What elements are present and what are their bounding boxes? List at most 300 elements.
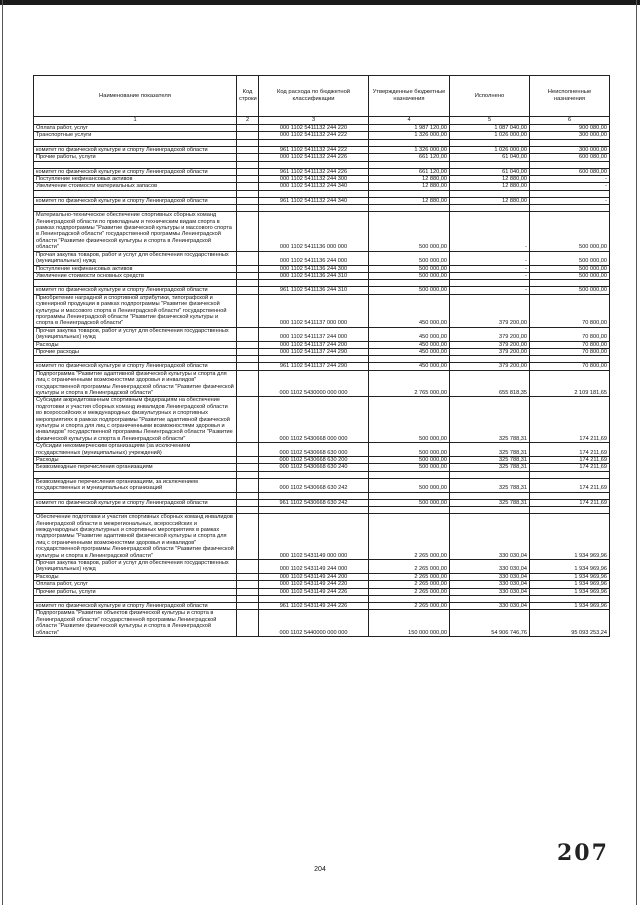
table-row xyxy=(34,251,610,265)
indicator-name-cell: Прочие работы, услуги xyxy=(34,588,237,595)
row-code-cell xyxy=(237,251,259,265)
expense-code-cell: 961 1102 5411132 244 226 xyxy=(259,168,369,175)
budget-execution-table xyxy=(33,75,610,637)
approved-amount-cell: 450 000,00 xyxy=(369,348,450,355)
indicator-name-cell: Расходы xyxy=(34,341,237,348)
spacer-cell xyxy=(34,356,237,363)
expense-code-cell: 000 1102 5430668 000 000 xyxy=(259,397,369,443)
approved-amount-cell: 2 265 000,00 xyxy=(369,588,450,595)
table-row xyxy=(34,197,610,204)
row-code-cell xyxy=(237,272,259,279)
table-row xyxy=(34,363,610,370)
unexecuted-amount-cell: 1 934 969,96 xyxy=(530,573,610,580)
executed-amount-cell: 1 087 040,00 xyxy=(450,125,530,132)
row-code-cell xyxy=(237,176,259,183)
page-number: 204 xyxy=(314,866,326,873)
row-code-cell xyxy=(237,327,259,341)
spacer-cell xyxy=(259,205,369,212)
unexecuted-amount-cell: 300 000,00 xyxy=(530,146,610,153)
approved-amount-cell: 500 000,00 xyxy=(369,499,450,506)
row-code-cell xyxy=(237,581,259,588)
spacer-cell xyxy=(34,507,237,514)
unexecuted-amount-cell: 174 211,69 xyxy=(530,457,610,464)
table-row xyxy=(34,154,610,161)
indicator-name-cell: Подпрограмма "Развитие адаптивной физической культуры и спорта для лиц с ограниченными возможностями здоровья и инвалидов" государственной программы Ленинградской области "Развитие физической культуры и спорта в Ленинградской области" xyxy=(34,370,237,397)
indicator-name-cell: комитет по физической культуре и спорту Ленинградской области xyxy=(34,602,237,609)
handwritten-page-stamp: 207 xyxy=(557,840,609,866)
unexecuted-amount-cell: 500 000,00 xyxy=(530,212,610,251)
indicator-name-cell: Материально-техническое обеспечение спортивных сборных команд Ленинградской области по прикладным и техническим видам спорта в рамках подпрограммы "Развитие физической культуры и массового спорта в Ленинградской области" государственной программы Ленинградской области "Развитие физической культуры и спорта в Ленинградской области" xyxy=(34,212,237,251)
spacer-cell xyxy=(530,139,610,146)
approved-amount-cell: 2 265 000,00 xyxy=(369,573,450,580)
approved-amount-cell: 450 000,00 xyxy=(369,294,450,327)
indicator-name-cell: Увеличение стоимости материальных запасов xyxy=(34,183,237,190)
table-header-row xyxy=(34,76,610,117)
spacer-cell xyxy=(237,280,259,287)
row-code-cell xyxy=(237,363,259,370)
spacer-cell xyxy=(369,161,450,168)
table-body xyxy=(34,125,610,637)
indicator-name-cell: Поступление нефинансовых активов xyxy=(34,176,237,183)
spacer-cell xyxy=(34,492,237,499)
table-row xyxy=(34,265,610,272)
row-code-cell xyxy=(237,183,259,190)
spacer-cell xyxy=(369,492,450,499)
left-edge-line xyxy=(2,0,3,905)
spacer-cell xyxy=(369,507,450,514)
approved-amount-cell: 1 326 000,00 xyxy=(369,132,450,139)
indicator-name-cell: Приобретение наградной и спортивной атрибутики, типографской и сувенирной продукции в рамках подпрограммы "Развитие физической культуры и массового спорта в Ленинградской области" государственной программы Ленинградской области "Развитие физической культуры и спорта в Ленинградской области" xyxy=(34,294,237,327)
header-row-code: Код строки xyxy=(237,76,259,117)
spacer-cell xyxy=(369,139,450,146)
approved-amount-cell: 661 120,00 xyxy=(369,168,450,175)
spacer-row xyxy=(34,492,610,499)
expense-code-cell: 000 1102 5411137 244 000 xyxy=(259,327,369,341)
spacer-row xyxy=(34,205,610,212)
approved-amount-cell: 12 880,00 xyxy=(369,197,450,204)
spacer-cell xyxy=(450,492,530,499)
row-code-cell xyxy=(237,154,259,161)
spacer-cell xyxy=(259,190,369,197)
approved-amount-cell: 500 000,00 xyxy=(369,457,450,464)
unexecuted-amount-cell: 1 934 969,96 xyxy=(530,602,610,609)
expense-code-cell: 000 1102 5411137 244 290 xyxy=(259,348,369,355)
table-row xyxy=(34,348,610,355)
spacer-cell xyxy=(34,139,237,146)
spacer-cell xyxy=(369,205,450,212)
approved-amount-cell: 500 000,00 xyxy=(369,287,450,294)
indicator-name-cell: комитет по физической культуре и спорту Ленинградской области xyxy=(34,287,237,294)
row-code-cell xyxy=(237,397,259,443)
table-row xyxy=(34,294,610,327)
spacer-cell xyxy=(530,161,610,168)
indicator-name-cell: Прочие расходы xyxy=(34,348,237,355)
expense-code-cell: 961 1102 5411132 244 340 xyxy=(259,197,369,204)
expense-code-cell: 000 1102 5431149 000 000 xyxy=(259,514,369,560)
approved-amount-cell: 450 000,00 xyxy=(369,341,450,348)
spacer-cell xyxy=(369,356,450,363)
executed-amount-cell: 61 040,00 xyxy=(450,168,530,175)
spacer-cell xyxy=(237,139,259,146)
table-row xyxy=(34,610,610,637)
row-code-cell xyxy=(237,287,259,294)
unexecuted-amount-cell: 600 080,00 xyxy=(530,154,610,161)
unexecuted-amount-cell: 500 000,00 xyxy=(530,251,610,265)
spacer-cell xyxy=(530,507,610,514)
expense-code-cell: 000 1102 5411137 000 000 xyxy=(259,294,369,327)
executed-amount-cell: 325 788,31 xyxy=(450,499,530,506)
spacer-cell xyxy=(450,205,530,212)
spacer-cell xyxy=(450,280,530,287)
indicator-name-cell: Прочие работы, услуги xyxy=(34,154,237,161)
table-row xyxy=(34,370,610,397)
unexecuted-amount-cell: 174 211,69 xyxy=(530,443,610,457)
expense-code-cell: 000 1102 5411132 244 340 xyxy=(259,183,369,190)
row-code-cell xyxy=(237,132,259,139)
table-row xyxy=(34,457,610,464)
row-code-cell xyxy=(237,478,259,492)
table-row xyxy=(34,341,610,348)
executed-amount-cell: 379 200,00 xyxy=(450,294,530,327)
table-row xyxy=(34,559,610,573)
executed-amount-cell: 330 030,04 xyxy=(450,588,530,595)
indicator-name-cell: комитет по физической культуре и спорту Ленинградской области xyxy=(34,197,237,204)
spacer-cell xyxy=(237,492,259,499)
spacer-row xyxy=(34,356,610,363)
spacer-row xyxy=(34,190,610,197)
column-number: 4 xyxy=(369,117,450,125)
executed-amount-cell: 12 880,00 xyxy=(450,176,530,183)
table-row xyxy=(34,146,610,153)
row-code-cell xyxy=(237,341,259,348)
approved-amount-cell: 450 000,00 xyxy=(369,327,450,341)
approved-amount-cell: 500 000,00 xyxy=(369,443,450,457)
table-row xyxy=(34,212,610,251)
row-code-cell xyxy=(237,499,259,506)
spacer-cell xyxy=(34,205,237,212)
right-edge-line xyxy=(636,0,637,905)
spacer-cell xyxy=(450,139,530,146)
spacer-cell xyxy=(34,280,237,287)
executed-amount-cell: - xyxy=(450,272,530,279)
indicator-name-cell: комитет по физической культуре и спорту Ленинградской области xyxy=(34,168,237,175)
expense-code-cell: 000 1102 5411132 244 220 xyxy=(259,125,369,132)
column-number: 5 xyxy=(450,117,530,125)
indicator-name-cell: Расходы xyxy=(34,573,237,580)
approved-amount-cell: 1 987 120,00 xyxy=(369,125,450,132)
indicator-name-cell: комитет по физической культуре и спорту Ленинградской области xyxy=(34,146,237,153)
spacer-cell xyxy=(259,595,369,602)
executed-amount-cell: 330 030,04 xyxy=(450,514,530,560)
table-row xyxy=(34,168,610,175)
row-code-cell xyxy=(237,443,259,457)
expense-code-cell: 000 1102 5411132 244 300 xyxy=(259,176,369,183)
indicator-name-cell: Оплата работ, услуг xyxy=(34,581,237,588)
approved-amount-cell: 500 000,00 xyxy=(369,251,450,265)
approved-amount-cell: 500 000,00 xyxy=(369,265,450,272)
approved-amount-cell: 2 265 000,00 xyxy=(369,581,450,588)
expense-code-cell: 961 1102 5411132 244 222 xyxy=(259,146,369,153)
executed-amount-cell: 61 040,00 xyxy=(450,154,530,161)
expense-code-cell: 000 1102 5431149 244 000 xyxy=(259,559,369,573)
executed-amount-cell: - xyxy=(450,212,530,251)
spacer-row xyxy=(34,139,610,146)
expense-code-cell: 000 1102 5411137 244 200 xyxy=(259,341,369,348)
expense-code-cell: 961 1102 5431149 244 226 xyxy=(259,602,369,609)
approved-amount-cell: 12 880,00 xyxy=(369,183,450,190)
unexecuted-amount-cell: 500 000,00 xyxy=(530,272,610,279)
indicator-name-cell: Оплата работ, услуг xyxy=(34,125,237,132)
expense-code-cell: 000 1102 5440000 000 000 xyxy=(259,610,369,637)
row-code-cell xyxy=(237,168,259,175)
table-row xyxy=(34,573,610,580)
spacer-cell xyxy=(450,190,530,197)
expense-code-cell: 000 1102 5431149 244 220 xyxy=(259,581,369,588)
spacer-cell xyxy=(530,356,610,363)
indicator-name-cell: Поступление нефинансовых активов xyxy=(34,265,237,272)
table-row xyxy=(34,287,610,294)
spacer-cell xyxy=(259,280,369,287)
expense-code-cell: 000 1102 5411136 244 300 xyxy=(259,265,369,272)
row-code-cell xyxy=(237,610,259,637)
executed-amount-cell: 54 906 746,76 xyxy=(450,610,530,637)
spacer-cell xyxy=(530,595,610,602)
indicator-name-cell: Расходы xyxy=(34,457,237,464)
expense-code-cell: 000 1102 5411136 000 000 xyxy=(259,212,369,251)
header-executed: Исполнено xyxy=(450,76,530,117)
spacer-cell xyxy=(530,471,610,478)
indicator-name-cell: Безвозмездные перечисления организациям, за исключением государственных и муниципальных организаций xyxy=(34,478,237,492)
indicator-name-cell: комитет по физической культуре и спорту Ленинградской области xyxy=(34,499,237,506)
unexecuted-amount-cell: 70 800,00 xyxy=(530,348,610,355)
table-row xyxy=(34,514,610,560)
spacer-cell xyxy=(450,595,530,602)
approved-amount-cell: 2 265 000,00 xyxy=(369,559,450,573)
row-code-cell xyxy=(237,464,259,471)
spacer-cell xyxy=(259,492,369,499)
unexecuted-amount-cell: 1 934 969,96 xyxy=(530,581,610,588)
expense-code-cell: 000 1102 5430000 000 000 xyxy=(259,370,369,397)
expense-code-cell: 000 1102 5411132 244 226 xyxy=(259,154,369,161)
table-row xyxy=(34,272,610,279)
unexecuted-amount-cell: 2 109 181,65 xyxy=(530,370,610,397)
spacer-cell xyxy=(259,507,369,514)
spacer-row xyxy=(34,280,610,287)
approved-amount-cell: 2 265 000,00 xyxy=(369,514,450,560)
executed-amount-cell: 325 788,31 xyxy=(450,457,530,464)
spacer-row xyxy=(34,471,610,478)
unexecuted-amount-cell: 1 934 969,96 xyxy=(530,588,610,595)
table-row xyxy=(34,602,610,609)
unexecuted-amount-cell: 174 211,69 xyxy=(530,478,610,492)
table-row xyxy=(34,327,610,341)
approved-amount-cell: 450 000,00 xyxy=(369,363,450,370)
expense-code-cell: 000 1102 5430668 630 240 xyxy=(259,464,369,471)
expense-code-cell: 000 1102 5431149 244 226 xyxy=(259,588,369,595)
row-code-cell xyxy=(237,573,259,580)
column-number: 6 xyxy=(530,117,610,125)
executed-amount-cell: 379 200,00 xyxy=(450,363,530,370)
approved-amount-cell: 500 000,00 xyxy=(369,212,450,251)
executed-amount-cell: 330 030,04 xyxy=(450,581,530,588)
unexecuted-amount-cell: 600 080,00 xyxy=(530,168,610,175)
spacer-cell xyxy=(259,356,369,363)
executed-amount-cell: 379 200,00 xyxy=(450,327,530,341)
spacer-cell xyxy=(259,139,369,146)
executed-amount-cell: 330 030,04 xyxy=(450,559,530,573)
indicator-name-cell: Субсидии аккредитованным спортивным федерациям на обеспечение подготовки и участия сборных команд инвалидов Ленинградской области во всероссийских и международных физкультурных и спортивных мероприятиях в рамках подпрограммы "Развитие адаптивной физической культуры и спорта для лиц с ограниченными возможностями здоровья и инвалидов" государственной программы Ленинградской области "Развитие физической культуры и спорта в Ленинградской области" xyxy=(34,397,237,443)
unexecuted-amount-cell: - xyxy=(530,197,610,204)
executed-amount-cell: 12 880,00 xyxy=(450,183,530,190)
spacer-cell xyxy=(259,471,369,478)
executed-amount-cell: - xyxy=(450,265,530,272)
spacer-cell xyxy=(530,205,610,212)
indicator-name-cell: Транспортные услуги xyxy=(34,132,237,139)
row-code-cell xyxy=(237,514,259,560)
table-row xyxy=(34,588,610,595)
executed-amount-cell: 325 788,31 xyxy=(450,464,530,471)
column-number: 3 xyxy=(259,117,369,125)
table-row xyxy=(34,397,610,443)
row-code-cell xyxy=(237,559,259,573)
approved-amount-cell: 500 000,00 xyxy=(369,464,450,471)
executed-amount-cell: 330 030,04 xyxy=(450,602,530,609)
executed-amount-cell: 12 880,00 xyxy=(450,197,530,204)
executed-amount-cell: 330 030,04 xyxy=(450,573,530,580)
unexecuted-amount-cell: 174 211,69 xyxy=(530,464,610,471)
spacer-cell xyxy=(530,280,610,287)
column-number: 1 xyxy=(34,117,237,125)
table-row xyxy=(34,464,610,471)
spacer-cell xyxy=(237,161,259,168)
indicator-name-cell: Субсидии некоммерческим организациям (за исключением государственных (муниципальных) учреждений) xyxy=(34,443,237,457)
row-code-cell xyxy=(237,146,259,153)
header-expense-code: Код расхода по бюджетной классификации xyxy=(259,76,369,117)
approved-amount-cell: 500 000,00 xyxy=(369,478,450,492)
indicator-name-cell: комитет по физической культуре и спорту Ленинградской области xyxy=(34,363,237,370)
spacer-cell xyxy=(237,205,259,212)
unexecuted-amount-cell: 900 080,00 xyxy=(530,125,610,132)
spacer-cell xyxy=(450,507,530,514)
executed-amount-cell: - xyxy=(450,287,530,294)
executed-amount-cell: 379 200,00 xyxy=(450,341,530,348)
approved-amount-cell: 2 765 000,00 xyxy=(369,370,450,397)
executed-amount-cell: 379 200,00 xyxy=(450,348,530,355)
column-number: 2 xyxy=(237,117,259,125)
row-code-cell xyxy=(237,370,259,397)
row-code-cell xyxy=(237,602,259,609)
spacer-cell xyxy=(450,356,530,363)
spacer-cell xyxy=(259,161,369,168)
unexecuted-amount-cell: 174 211,69 xyxy=(530,499,610,506)
spacer-cell xyxy=(237,595,259,602)
expense-code-cell: 000 1102 5431149 244 200 xyxy=(259,573,369,580)
row-code-cell xyxy=(237,197,259,204)
spacer-cell xyxy=(369,471,450,478)
spacer-cell xyxy=(369,595,450,602)
indicator-name-cell: Увеличение стоимости основных средств xyxy=(34,272,237,279)
table-row xyxy=(34,125,610,132)
header-approved: Утвержденные бюджетные назначения xyxy=(369,76,450,117)
unexecuted-amount-cell: 70 800,00 xyxy=(530,327,610,341)
spacer-cell xyxy=(450,471,530,478)
spacer-cell xyxy=(237,507,259,514)
unexecuted-amount-cell: 70 800,00 xyxy=(530,294,610,327)
indicator-name-cell: Прочая закупка товаров, работ и услуг для обеспечения государственных (муниципальных) нужд xyxy=(34,559,237,573)
unexecuted-amount-cell: 70 800,00 xyxy=(530,363,610,370)
spacer-cell xyxy=(450,161,530,168)
executed-amount-cell: 1 026 000,00 xyxy=(450,146,530,153)
spacer-cell xyxy=(530,492,610,499)
header-indicator-name: Наименование показателя xyxy=(34,76,237,117)
unexecuted-amount-cell: - xyxy=(530,183,610,190)
indicator-name-cell: Прочая закупка товаров, работ и услуг для обеспечения государственных (муниципальных) нужд xyxy=(34,251,237,265)
row-code-cell xyxy=(237,125,259,132)
spacer-cell xyxy=(237,356,259,363)
unexecuted-amount-cell: 500 000,00 xyxy=(530,265,610,272)
spacer-cell xyxy=(530,190,610,197)
spacer-cell xyxy=(369,280,450,287)
table-row xyxy=(34,132,610,139)
executed-amount-cell: 325 788,31 xyxy=(450,397,530,443)
unexecuted-amount-cell: 95 093 253,24 xyxy=(530,610,610,637)
expense-code-cell: 000 1102 5430668 630 242 xyxy=(259,478,369,492)
row-code-cell xyxy=(237,348,259,355)
unexecuted-amount-cell: 1 934 969,96 xyxy=(530,514,610,560)
expense-code-cell: 961 1102 5430668 630 242 xyxy=(259,499,369,506)
row-code-cell xyxy=(237,265,259,272)
spacer-cell xyxy=(34,190,237,197)
expense-code-cell: 961 1102 5411136 244 310 xyxy=(259,287,369,294)
spacer-cell xyxy=(34,471,237,478)
approved-amount-cell: 150 000 000,00 xyxy=(369,610,450,637)
unexecuted-amount-cell: 70 800,00 xyxy=(530,341,610,348)
expense-code-cell: 000 1102 5411136 244 310 xyxy=(259,272,369,279)
approved-amount-cell: 500 000,00 xyxy=(369,272,450,279)
spacer-cell xyxy=(237,471,259,478)
spacer-cell xyxy=(237,190,259,197)
row-code-cell xyxy=(237,457,259,464)
unexecuted-amount-cell: 1 934 969,96 xyxy=(530,559,610,573)
executed-amount-cell: 1 026 000,00 xyxy=(450,132,530,139)
row-code-cell xyxy=(237,588,259,595)
spacer-cell xyxy=(34,161,237,168)
unexecuted-amount-cell: - xyxy=(530,176,610,183)
unexecuted-amount-cell: 500 000,00 xyxy=(530,287,610,294)
spacer-row xyxy=(34,507,610,514)
expense-code-cell: 961 1102 5411137 244 290 xyxy=(259,363,369,370)
column-number-row xyxy=(34,117,610,125)
indicator-name-cell: Безвозмездные перечисления организациям xyxy=(34,464,237,471)
header-unexecuted: Неисполненные назначения xyxy=(530,76,610,117)
indicator-name-cell: Прочая закупка товаров, работ и услуг для обеспечения государственных (муниципальных) нужд xyxy=(34,327,237,341)
unexecuted-amount-cell: 174 211,69 xyxy=(530,397,610,443)
spacer-row xyxy=(34,161,610,168)
executed-amount-cell: 325 788,31 xyxy=(450,443,530,457)
table-row xyxy=(34,176,610,183)
executed-amount-cell: 655 818,35 xyxy=(450,370,530,397)
table-row xyxy=(34,581,610,588)
table-row xyxy=(34,183,610,190)
expense-code-cell: 000 1102 5430668 630 000 xyxy=(259,443,369,457)
table-row xyxy=(34,478,610,492)
top-border-bar xyxy=(0,0,640,5)
row-code-cell xyxy=(237,294,259,327)
approved-amount-cell: 2 265 000,00 xyxy=(369,602,450,609)
expense-code-cell: 000 1102 5411132 244 222 xyxy=(259,132,369,139)
approved-amount-cell: 661 120,00 xyxy=(369,154,450,161)
expense-code-cell: 000 1102 5411136 244 000 xyxy=(259,251,369,265)
